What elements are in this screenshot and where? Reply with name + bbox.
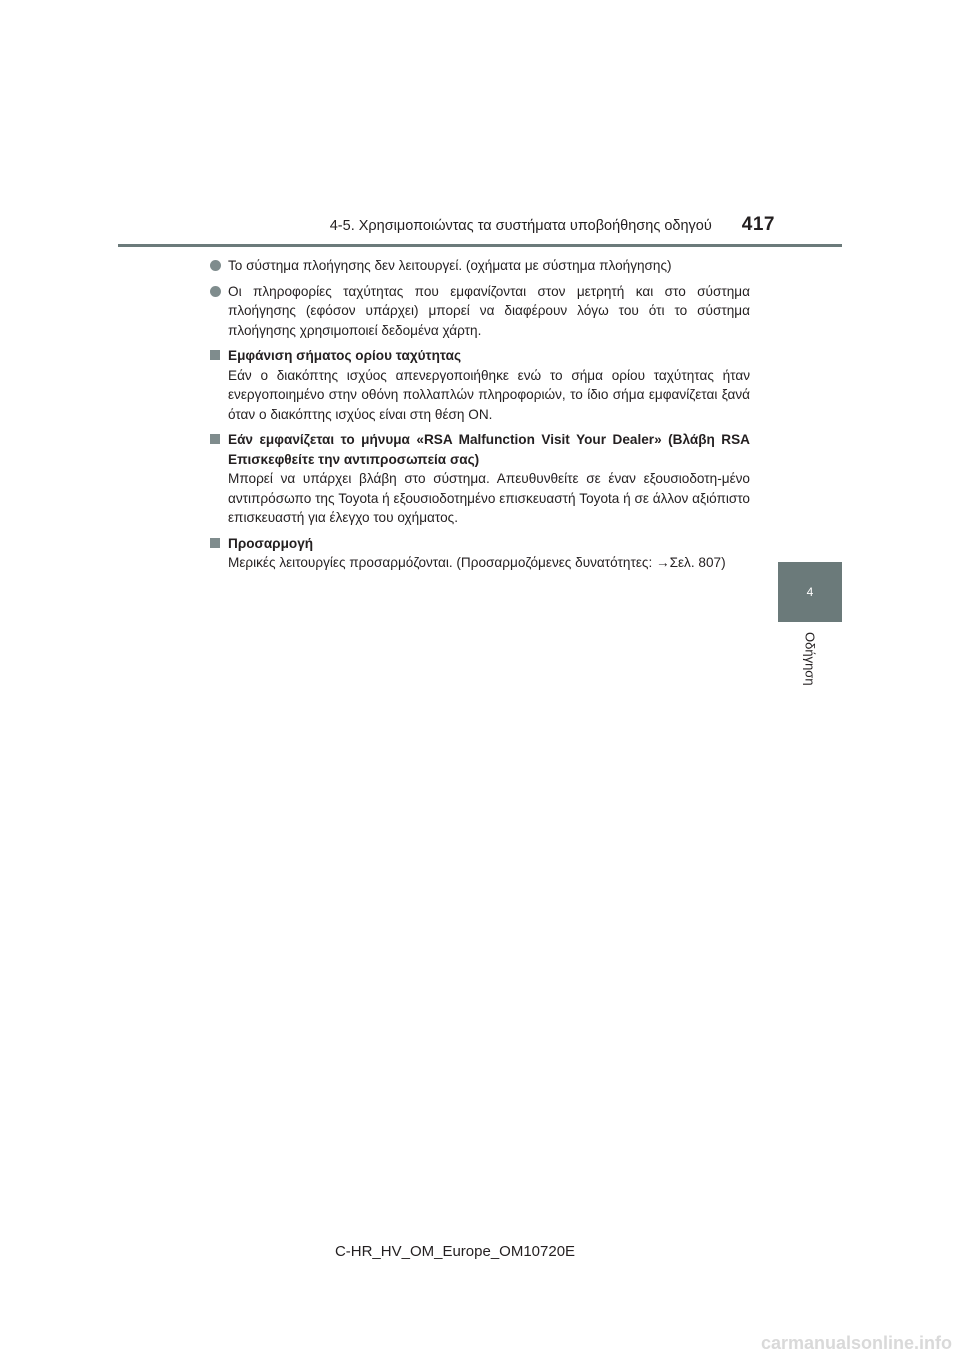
square-bullet-icon [210,350,220,360]
section-title: 4-5. Χρησιμοποιώντας τα συστήματα υποβοήθησης οδηγού [329,218,712,234]
section-heading-text: Εάν εμφανίζεται το μήνυμα «RSA Malfunction Visit Your Dealer» (Βλάβη RSA Επισκεφθείτε την αντιπροσωπεία σας) [228,432,750,467]
header-rule [118,244,842,247]
section-heading [210,346,750,366]
section-body: Μερικές λειτουργίες προσαρμόζονται. (Προσαρμοζόμενες δυνατότητες: →Σελ. 807) [228,555,726,570]
footer-doc-id: C-HR_HV_OM_Europe_OM10720E [334,1243,576,1260]
bullet-item [210,282,750,341]
page-number: 417 [741,214,775,235]
chapter-label-container [770,632,850,692]
section-heading [210,430,750,469]
bullet-dot-icon [210,286,221,297]
chapter-label: Οδήγηση [802,632,818,686]
section-body: Εάν ο διακόπτης ισχύος απενεργοποιήθηκε ενώ το σήμα ορίου ταχύτητας ήταν ενεργοποιημένο στην οθόνη πολλαπλών πληροφοριών, το ίδιο σήμα εμφανίζεται ξανά όταν ο διακόπτης ισχύος είναι στη θέση ON. [228,367,750,422]
section-body: Μπορεί να υπάρχει βλάβη στο σύστημα. Απευθυνθείτε σε έναν εξουσιοδοτη-μένο αντιπρόσωπο της Toyota ή εξουσιοδοτημένο επισκευαστή Toyota ή σε άλλον αξιόπιστο επισκευαστή για έλεγχο του οχήματος. [228,471,750,525]
section-heading-text: Εμφάνιση σήματος ορίου ταχύτητας [228,348,462,363]
bullet-item [210,256,750,276]
bullet-dot-icon [210,260,221,271]
section-block [210,346,750,424]
chapter-tab[interactable] [778,562,842,622]
section-heading-text: Προσαρμογή [228,535,314,551]
section-block [210,534,750,573]
square-bullet-icon [210,434,220,444]
watermark-text: carmanualsonline.info [760,1333,952,1353]
section-block [210,430,750,528]
page-content [210,256,750,579]
section-heading [210,534,750,554]
chapter-number: 4 [806,585,814,599]
bullet-text: Το σύστημα πλοήγησης δεν λειτουργεί. (οχήματα με σύστημα πλοήγησης) [228,258,672,273]
bullet-text: Οι πληροφορίες ταχύτητας που εμφανίζονται στον μετρητή και στο σύστημα πλοήγησης (εφόσον υπάρχει) μπορεί να διαφέρουν λόγω του ότι το σύστημα πλοήγησης χρησιμοποιεί δεδομένα χάρτη. [228,283,750,338]
square-bullet-icon [210,538,220,548]
page-header [0,214,775,236]
